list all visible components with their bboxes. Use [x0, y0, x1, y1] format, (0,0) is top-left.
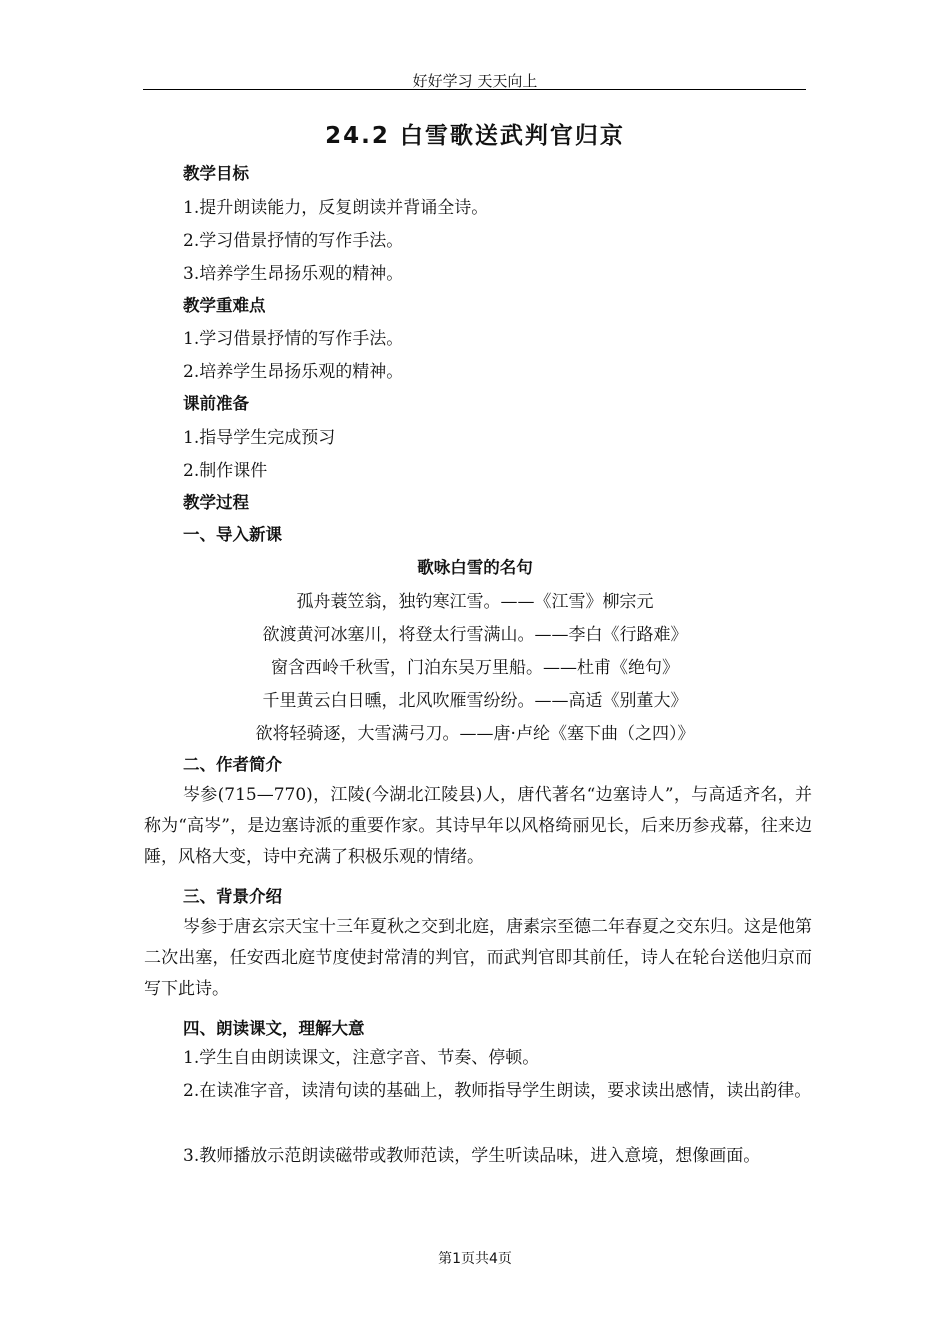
key-point-item: 1.学习借景抒情的写作手法。 — [183, 329, 404, 349]
reading-item: 1.学生自由朗读课文，注意字音、节奏、停顿。 — [183, 1048, 540, 1068]
author-paragraph: 岑参(715—770)，江陵(今湖北江陵县)人，唐代著名“边塞诗人”，与高适齐名，并称为“高岑”，是边塞诗派的重要作家。其诗早年以风格绮丽见长，后来历参戎幕，往来边陲，风格大变，诗中充满了积极乐观的情绪。 — [144, 785, 812, 867]
page-footer: 第1页共4页 — [438, 1251, 512, 1267]
goals-heading: 教学目标 — [183, 164, 249, 183]
key-point-item: 2.培养学生昂扬乐观的精神。 — [183, 362, 404, 382]
process-heading: 教学过程 — [183, 493, 249, 512]
document-title: 24.2 白雪歌送武判官归京 — [325, 123, 625, 149]
reading-item: 2.在读准字音，读清句读的基础上，教师指导学生朗读，要求读出感情，读出韵律。 — [183, 1081, 812, 1101]
header-divider — [143, 89, 806, 90]
preparation-item: 1.指导学生完成预习 — [183, 428, 336, 448]
background-paragraph: 岑参于唐玄宗天宝十三年夏秋之交到北庭，唐素宗至德二年春夏之交东归。这是他第二次出塞，任安西北庭节度使封常清的判官，而武判官即其前任，诗人在轮台送他归京而写下此诗。 — [144, 917, 812, 999]
section-heading-background: 三、背景介绍 — [183, 887, 282, 906]
quotes-subheading: 歌咏白雪的名句 — [417, 558, 533, 577]
goal-item: 3.培养学生昂扬乐观的精神。 — [183, 264, 404, 284]
reading-item: 3.教师播放示范朗读磁带或教师范读，学生听读品味，进入意境，想像画面。 — [183, 1146, 761, 1166]
section-heading-author: 二、作者简介 — [183, 755, 282, 774]
preparation-heading: 课前准备 — [183, 394, 249, 413]
section-heading-intro: 一、导入新课 — [183, 525, 282, 544]
quote-line: 欲将轻骑逐，大雪满弓刀。——唐·卢纶《塞下曲（之四）》 — [255, 724, 695, 744]
quote-line: 欲渡黄河冰塞川，将登太行雪满山。——李白《行路难》 — [262, 625, 688, 645]
key-points-heading: 教学重难点 — [183, 296, 266, 315]
quote-line: 孤舟蓑笠翁，独钓寒江雪。——《江雪》柳宗元 — [296, 592, 654, 612]
quote-line: 窗含西岭千秋雪，门泊东吴万里船。——杜甫《绝句》 — [271, 658, 679, 678]
preparation-item: 2.制作课件 — [183, 461, 268, 481]
section-heading-reading: 四、朗读课文，理解大意 — [183, 1019, 365, 1038]
page-header: 好好学习 天天向上 — [412, 72, 538, 90]
goal-item: 1.提升朗读能力，反复朗读并背诵全诗。 — [183, 198, 489, 218]
quote-line: 千里黄云白日曛，北风吹雁雪纷纷。——高适《别董大》 — [262, 691, 688, 711]
goal-item: 2.学习借景抒情的写作手法。 — [183, 231, 404, 251]
